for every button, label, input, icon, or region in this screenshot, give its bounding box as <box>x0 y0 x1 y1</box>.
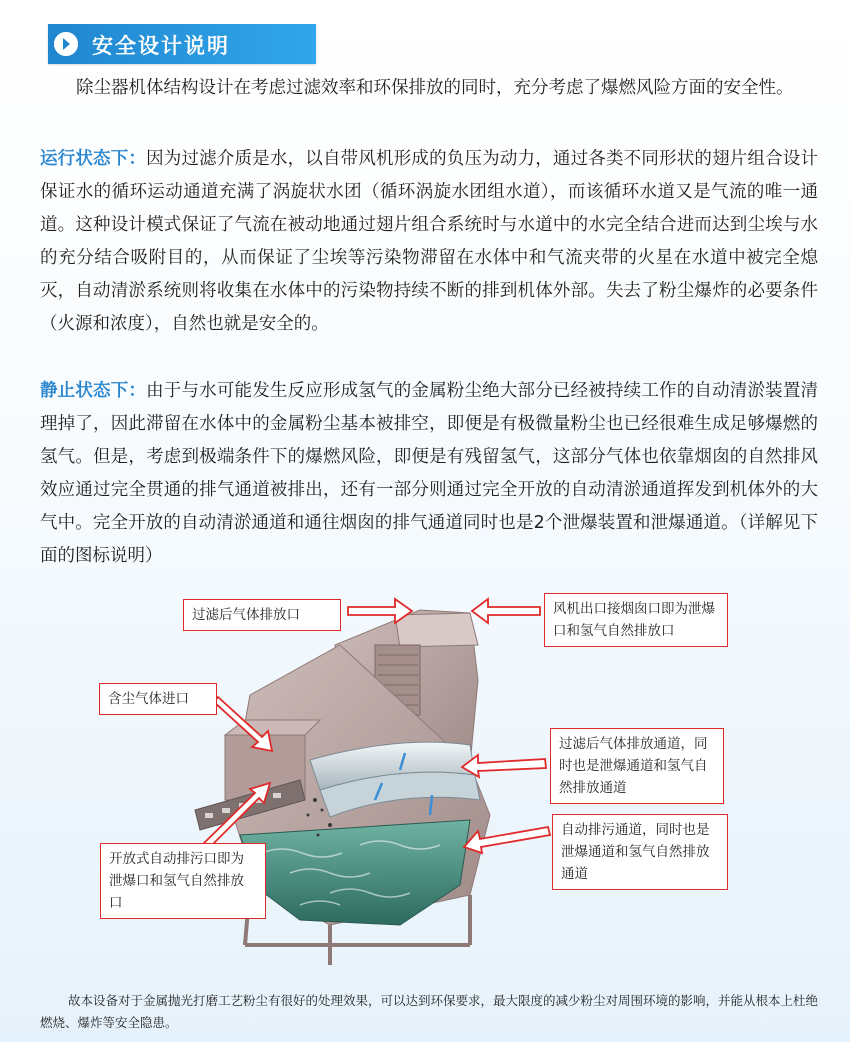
static-state-paragraph <box>40 375 818 573</box>
callout-open-desilt-outlet: 开放式自动排污口即为泄爆口和氢气自然排放口 <box>100 843 266 919</box>
running-state-label: 运行状态下： <box>40 149 147 169</box>
callout-auto-desilt-channel: 自动排污通道，同时也是泄爆通道和氢气自然排放通道 <box>552 814 728 890</box>
footer-note: 故本设备对于金属抛光打磨工艺粉尘有很好的处理效果，可以达到环保要求，最大限度的减少粉尘对周围环境的影响，并能从根本上杜绝燃烧、爆炸等安全隐患。 <box>40 993 819 1030</box>
callout-filtered-gas-channel: 过滤后气体排放通道，同时也是泄爆通道和氢气自然排放通道 <box>550 728 724 804</box>
water-tank <box>240 820 470 925</box>
callout-filtered-gas-outlet: 过滤后气体排放口 <box>183 599 341 631</box>
dust-collector-diagram <box>0 585 850 985</box>
chevron-right-circle-icon <box>54 32 78 56</box>
callout-fan-outlet: 风机出口接烟囱口即为泄爆口和氢气自然排放口 <box>544 593 728 647</box>
static-state-text: 由于与水可能发生反应形成氢气的金属粉尘绝大部分已经被持续工作的自动清淤装置清理掉了，因此滞留在水体中的金属粉尘基本被排空，即便是有极微量粉尘也已经很难生成足够爆燃的氢气。但是，考虑到极端条件下的爆燃风险，即便是有残留氢气，这部分气体也依靠烟囱的自然排风效应通过完全贯通的排气通道被排出，还有一部分则通过完全开放的自动清淤通道挥发到机体外的大气中。完全开放的自动清淤通道和通往烟囱的排气通道同时也是2个泄爆装置和泄爆通道。（详解见下面的图标说明） <box>40 381 819 566</box>
intro-paragraph: 除尘器机体结构设计在考虑过滤效率和环保排放的同时，充分考虑了爆燃风险方面的安全性。 <box>76 78 794 98</box>
section-title: 安全设计说明 <box>92 34 230 58</box>
running-state-paragraph <box>40 143 818 341</box>
callout-dust-inlet: 含尘气体进口 <box>99 683 217 715</box>
static-state-label: 静止状态下： <box>40 381 147 401</box>
fan-outlet <box>395 613 478 647</box>
section-header <box>48 24 316 64</box>
running-state-text: 因为过滤介质是水，以自带风机形成的负压为动力，通过各类不同形状的翅片组合设计保证水的循环运动通道充满了涡旋状水团（循环涡旋水团组水道），而该循环水道又是气流的唯一通道。这种设计模式保证了气流在被动地通过翅片组合系统时与水道中的水完全结合进而达到尘埃与水的充分结合吸附目的，从而保证了尘埃等污染物滞留在水体中和气流夹带的火星在水道中被完全熄灭，自动清淤系统则将收集在水体中的污染物持续不断的排到机体外部。失去了粉尘爆炸的必要条件（火源和浓度），自然也就是安全的。 <box>40 149 819 334</box>
